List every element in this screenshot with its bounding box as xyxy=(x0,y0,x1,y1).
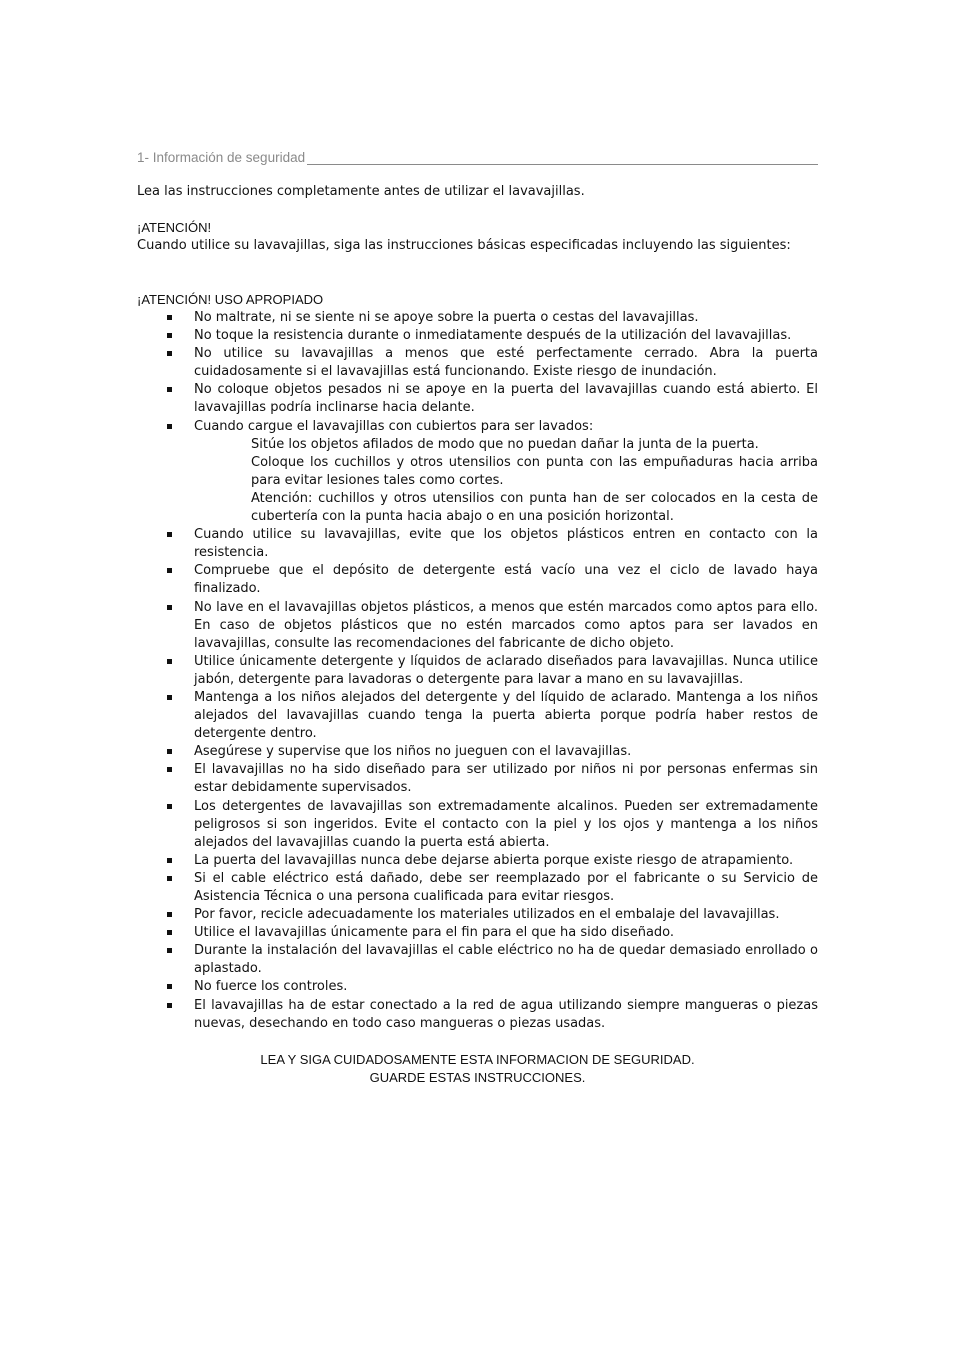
list-item: Por favor, recicle adecuadamente los materiales utilizados en el embalaje del lavavajillas. xyxy=(137,906,818,924)
bullet-icon xyxy=(167,387,172,392)
list-item: Utilice el lavavajillas únicamente para el fin para el que ha sido diseñado. xyxy=(137,924,818,942)
list-item: La puerta del lavavajillas nunca debe dejarse abierta porque existe riesgo de atrapamiento. xyxy=(137,852,818,870)
bullet-icon xyxy=(167,351,172,356)
list-item: No lave en el lavavajillas objetos plásticos, a menos que estén marcados como aptos para ello. En caso de objetos plásticos que no estén marcados como aptos para ser lavados en lavavajillas, consulte las recomendaciones del fabricante de dicho objeto. xyxy=(137,599,818,653)
list-item: Si el cable eléctrico está dañado, debe ser reemplazado por el fabricante o su Servicio de Asistencia Técnica o una persona cualificada para evitar riesgos. xyxy=(137,870,818,906)
bullet-icon xyxy=(167,984,172,989)
list-item: El lavavajillas ha de estar conectado a la red de agua utilizando siempre mangueras o piezas nuevas, desechando en todo caso mangueras o piezas usadas. xyxy=(137,997,818,1033)
attention-text: Cuando utilice su lavavajillas, siga las instrucciones básicas especificadas incluyendo las siguientes: xyxy=(137,238,791,253)
heading-rule xyxy=(307,161,818,165)
list-item: Asegúrese y supervise que los niños no jueguen con el lavavajillas. xyxy=(137,743,818,761)
closing-line: LEA Y SIGA CUIDADOSAMENTE ESTA INFORMACION DE SEGURIDAD. xyxy=(260,1051,695,1067)
bullet-icon xyxy=(167,804,172,809)
bullet-icon xyxy=(167,858,172,863)
bullet-icon xyxy=(167,1003,172,1008)
cutlery-sub-item: Sitúe los objetos afilados de modo que no puedan dañar la junta de la puerta. xyxy=(251,436,759,452)
bullet-icon xyxy=(167,695,172,700)
list-item: Durante la instalación del lavavajillas el cable eléctrico no ha de quedar demasiado enrollado o aplastado. xyxy=(137,942,818,978)
closing-line: GUARDE ESTAS INSTRUCCIONES. xyxy=(369,1069,586,1085)
bullet-icon xyxy=(167,568,172,573)
list-item: Mantenga a los niños alejados del detergente y del líquido de aclarado. Mantenga a los niños alejados del lavavajillas cuando tenga la puerta abierta porque podría haber restos de detergente dentro. xyxy=(137,689,818,743)
list-item: No maltrate, ni se siente ni se apoye sobre la puerta o cestas del lavavajillas. xyxy=(137,309,818,327)
bullet-icon xyxy=(167,333,172,338)
list-item: No utilice su lavavajillas a menos que esté perfectamente cerrado. Abra la puerta cuidadosamente si el lavavajillas está funcionando. Existe riesgo de inundación. xyxy=(137,345,818,381)
bullet-icon xyxy=(167,767,172,772)
safety-list xyxy=(137,309,818,1033)
list-item: Utilice únicamente detergente y líquidos de aclarado diseñados para lavavajillas. Nunca utilice jabón, detergente para lavadoras o detergente para lavar a mano en su lavavajillas. xyxy=(137,653,818,689)
intro-text: Lea las instrucciones completamente antes de utilizar el lavavajillas. xyxy=(137,184,585,199)
bullet-icon xyxy=(167,948,172,953)
bullet-icon xyxy=(167,659,172,664)
bullet-icon xyxy=(167,912,172,917)
list-item: No toque la resistencia durante o inmediatamente después de la utilización del lavavajillas. xyxy=(137,327,818,345)
bullet-icon xyxy=(167,315,172,320)
attention-label: ¡ATENCIÓN! xyxy=(137,220,212,235)
list-item: Cuando utilice su lavavajillas, evite que los objetos plásticos entren en contacto con la resistencia. xyxy=(137,526,818,562)
bullet-icon xyxy=(167,605,172,610)
section-heading-text: 1- Información de seguridad xyxy=(137,150,306,165)
list-item: Compruebe que el depósito de detergente está vacío una vez el ciclo de lavado haya finalizado. xyxy=(137,562,818,598)
list-item: No coloque objetos pesados ni se apoye en la puerta del lavavajillas cuando está abierto. El lavavajillas podría inclinarse hacia delante. xyxy=(137,381,818,417)
section-heading xyxy=(137,147,818,165)
bullet-icon xyxy=(167,876,172,881)
list-item: Cuando cargue el lavavajillas con cubiertos para ser lavados: Sitúe los objetos afilados de modo que no puedan dañar la junta de la puerta. Coloque los cuchillos y otros utensilios con punta con las empuñaduras hacia arriba para evitar lesiones tales como cortes. Atención: cuchillos y otros utensilios con punta han de ser colocados en la cesta de cubertería con la punta hacia abajo o en una posición horizontal. xyxy=(137,418,818,527)
cutlery-sub-item: Atención: cuchillos y otros utensilios con punta han de ser colocados en la cesta de cubertería con la punta hacia abajo o en una posición horizontal. xyxy=(251,490,818,525)
list-item: El lavavajillas no ha sido diseñado para ser utilizado por niños ni por personas enfermas sin estar debidamente supervisados. xyxy=(137,761,818,797)
list-item: No fuerce los controles. xyxy=(137,978,818,996)
bullet-icon xyxy=(167,532,172,537)
document-page xyxy=(137,147,818,1087)
list-item: Los detergentes de lavavajillas son extremadamente alcalinos. Pueden ser extremadamente peligrosos si son ingeridos. Evite el contacto con la piel y los ojos y mantenga a los niños alejados del lavavajillas cuando la puerta está abierta. xyxy=(137,798,818,852)
bullet-icon xyxy=(167,930,172,935)
proper-use-label: ¡ATENCIÓN! USO APROPIADO xyxy=(137,292,324,307)
bullet-icon xyxy=(167,749,172,754)
cutlery-sub-item: Coloque los cuchillos y otros utensilios con punta con las empuñaduras hacia arriba para evitar lesiones tales como cortes. xyxy=(251,454,818,488)
bullet-icon xyxy=(167,424,172,429)
closing-notice xyxy=(137,1051,818,1087)
